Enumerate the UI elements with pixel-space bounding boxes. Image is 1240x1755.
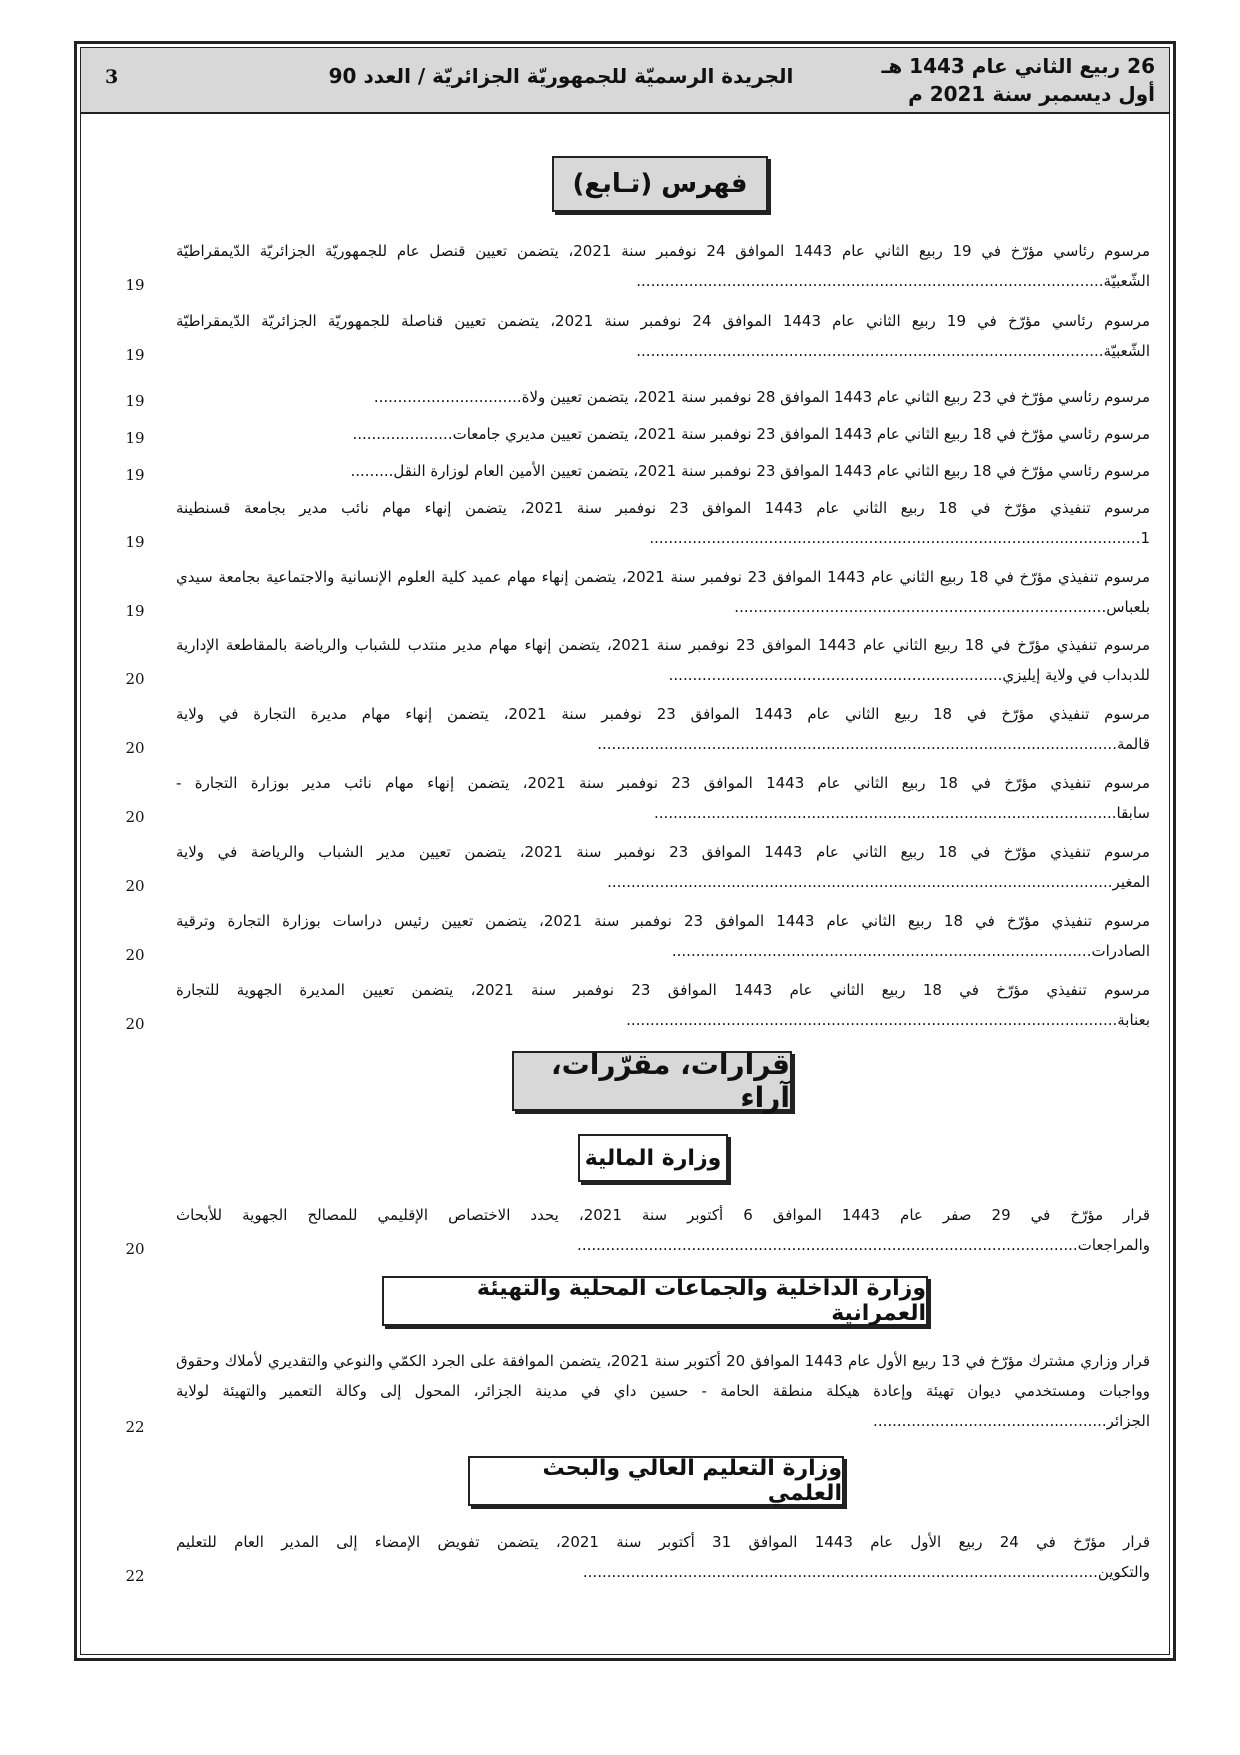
entry-page: 20: [125, 1015, 145, 1033]
entry-text: مرسوم رئاسي مؤرّخ في 19 ربيع الثاني عام 1443 الموافق 24 نوفمبر سنة 2021، يتضمن تعيين قناصلة للجمهوريّة الجزائريّة الدّيمقراطيّة الشّعبيّة..................................................................................................: [176, 312, 1150, 360]
entry-page: 19: [125, 276, 145, 294]
page-number: 3: [105, 66, 119, 88]
toc-entry: [110, 975, 1150, 1035]
issue-date: [881, 52, 1155, 108]
entry-text: مرسوم تنفيذي مؤرّخ في 18 ربيع الثاني عام 1443 الموافق 23 نوفمبر سنة 2021، يتضمن إنهاء مهام نائب مدير بوزارة التجارة - سابقا.................................................................................................: [176, 774, 1150, 822]
entry-page: 19: [125, 392, 145, 410]
entry-text: قرار وزاري مشترك مؤرّخ في 13 ربيع الأول عام 1443 الموافق 20 أكتوبر سنة 2021، يتضمن الموافقة على الجرد الكمّي والنوعي والتقديري لأملاك وحقوق وواجبات ومستخدمي ديوان تهيئة وإعادة هيكلة منطقة الحامة - حسين داي في مدينة الجزائر، المحول إلى وكالة التعمير والتهيئة لولاية الجزائر.................................................: [176, 1352, 1150, 1430]
hijri-date: 26 ربيع الثاني عام 1443 هـ: [881, 54, 1155, 78]
entry-page: 19: [125, 602, 145, 620]
toc-entry: [110, 768, 1150, 828]
entry-page: 19: [125, 466, 145, 484]
toc-entry: [110, 456, 1150, 486]
entry-text: مرسوم رئاسي مؤرّخ في 18 ربيع الثاني عام 1443 الموافق 23 نوفمبر سنة 2021، يتضمن تعيين الأمين العام لوزارة النقل.........: [350, 462, 1150, 480]
toc-entry: [110, 306, 1150, 366]
toc-entry: [110, 1200, 1150, 1260]
entry-text: مرسوم تنفيذي مؤرّخ في 18 ربيع الثاني عام 1443 الموافق 23 نوفمبر سنة 2021، يتضمن إنهاء مهام عميد كلية العلوم الإنسانية والاجتماعية بجامعة سيدي بلعباس..............................................................................: [176, 568, 1150, 616]
toc-entry: [110, 1527, 1150, 1587]
entry-page: 19: [125, 346, 145, 364]
entry-text: مرسوم رئاسي مؤرّخ في 18 ربيع الثاني عام 1443 الموافق 23 نوفمبر سنة 2021، يتضمن تعيين مديري جامعات.....................: [352, 425, 1150, 443]
toc-entry: [110, 419, 1150, 449]
toc-entry: [110, 837, 1150, 897]
entry-text: مرسوم تنفيذي مؤرّخ في 18 ربيع الثاني عام 1443 الموافق 23 نوفمبر سنة 2021، يتضمن تعيين مدير الشباب والرياضة في ولاية المغير..........................................................................................................: [176, 843, 1150, 891]
gregorian-date: أول ديسمبر سنة 2021 م: [908, 82, 1155, 106]
entry-page: 20: [125, 808, 145, 826]
entry-page: 22: [125, 1418, 145, 1436]
toc-entry: [110, 699, 1150, 759]
journal-title: الجريدة الرسميّة للجمهوريّة الجزائريّة / العدد 90: [328, 64, 794, 88]
ministry-title: وزارة التعليم العالي والبحث العلمي: [468, 1456, 844, 1506]
toc-entry: [110, 493, 1150, 553]
entry-page: 19: [125, 533, 145, 551]
entry-page: 20: [125, 670, 145, 688]
toc-entry: [110, 236, 1150, 296]
entry-text: مرسوم تنفيذي مؤرّخ في 18 ربيع الثاني عام 1443 الموافق 23 نوفمبر سنة 2021، يتضمن إنهاء مهام مدير منتدب للشباب والرياضة بالمقاطعة الإدارية للدبداب في ولاية إيليزي......................................................................: [176, 636, 1150, 684]
page-header: [81, 48, 1169, 114]
ministry-title: وزارة الداخلية والجماعات المحلية والتهيئة العمرانية: [382, 1276, 928, 1326]
entry-text: مرسوم تنفيذي مؤرّخ في 18 ربيع الثاني عام 1443 الموافق 23 نوفمبر سنة 2021، يتضمن إنهاء مهام نائب مدير بجامعة قسنطينة 1.......................................................................................................: [176, 499, 1150, 547]
entry-page: 20: [125, 1240, 145, 1258]
entry-text: قرار مؤرّخ في 29 صفر عام 1443 الموافق 6 أكتوبر سنة 2021، يحدد الاختصاص الإقليمي للمصالح الجهوية للأبحاث والمراجعات.........................................................................................................: [176, 1206, 1151, 1254]
toc-entry: [110, 562, 1150, 622]
toc-entry: [110, 630, 1150, 690]
entry-page: 20: [125, 946, 145, 964]
toc-entry: [110, 382, 1150, 412]
ministry-title: وزارة المالية: [578, 1134, 728, 1182]
toc-entry: [110, 1346, 1150, 1438]
entry-page: 22: [125, 1567, 145, 1585]
entry-text: مرسوم رئاسي مؤرّخ في 19 ربيع الثاني عام 1443 الموافق 24 نوفمبر سنة 2021، يتضمن تعيين قنصل عام للجمهوريّة الجزائريّة الدّيمقراطيّة الشّعبيّة..................................................................................................: [176, 242, 1150, 290]
entry-page: 20: [125, 739, 145, 757]
entry-text: مرسوم رئاسي مؤرّخ في 23 ربيع الثاني عام 1443 الموافق 28 نوفمبر سنة 2021، يتضمن تعيين ولاة...............................: [373, 388, 1150, 406]
entry-text: مرسوم تنفيذي مؤرّخ في 18 ربيع الثاني عام 1443 الموافق 23 نوفمبر سنة 2021، يتضمن إنهاء مهام مديرة التجارة في ولاية قالمة.............................................................................................................: [176, 705, 1150, 753]
entry-page: 19: [125, 429, 145, 447]
entry-text: مرسوم تنفيذي مؤرّخ في 18 ربيع الثاني عام 1443 الموافق 23 نوفمبر سنة 2021، يتضمن تعيين رئيس دراسات بوزارة التجارة وترقية الصادرات........................................................................................: [176, 912, 1151, 960]
toc-entry: [110, 906, 1150, 966]
decisions-title: قرارات، مقرّرات، آراء: [512, 1051, 792, 1111]
entry-page: 20: [125, 877, 145, 895]
entry-text: قرار مؤرّخ في 24 ربيع الأول عام 1443 الموافق 31 أكتوبر سنة 2021، يتضمن تفويض الإمضاء إلى المدير العام للتعليم والتكوين............................................................................................................: [176, 1533, 1150, 1581]
entry-text: مرسوم تنفيذي مؤرّخ في 18 ربيع الثاني عام 1443 الموافق 23 نوفمبر سنة 2021، يتضمن تعيين المديرة الجهوية للتجارة بعنابة.......................................................................................................: [176, 981, 1150, 1029]
index-title: فهرس (تـابع): [552, 156, 768, 212]
